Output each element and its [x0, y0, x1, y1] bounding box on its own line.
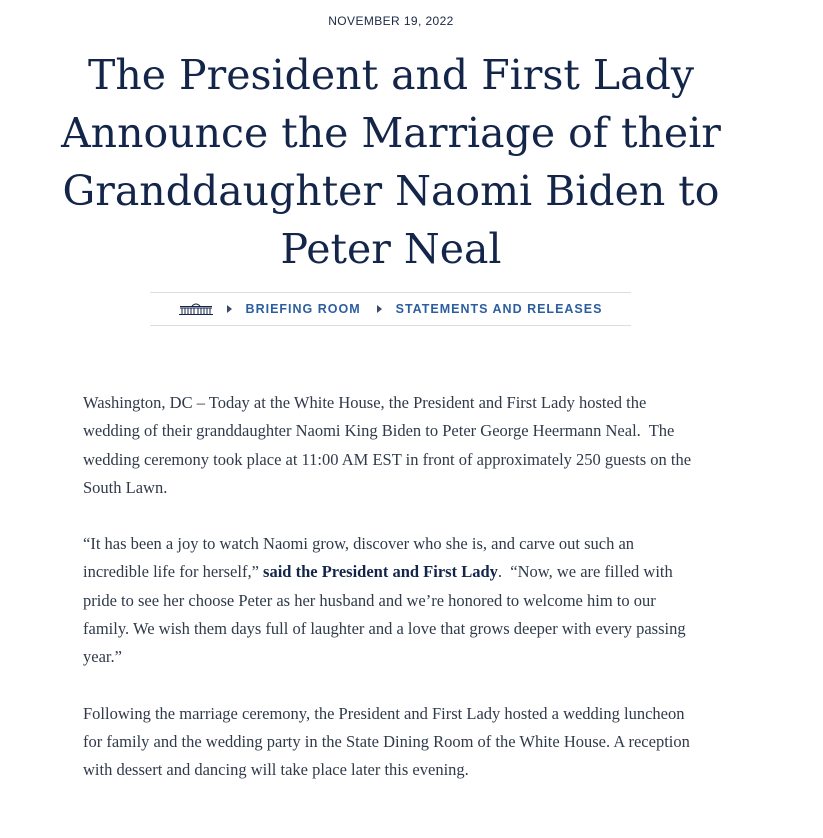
page-title: The President and First Lady Announce the Marriage of their Granddaughter Naomi Biden to Peter Neal — [61, 51, 721, 273]
breadcrumb — [150, 292, 631, 326]
paragraph-2 — [83, 530, 703, 671]
quote-start: “It has been a joy to watch Naomi grow, discover who she is, and carve out such an incredible life for herself,” — [83, 534, 635, 582]
quote-attribution: said the President and First Lady — [263, 562, 498, 582]
quote-end: . “Now, we are filled with pride to see her choose Peter as her husband and we’re honored to welcome him to our family. We wish them days full of laughter and a love that grows deeper with every passing year.” — [83, 562, 686, 667]
paragraph-3: Following the marriage ceremony, the President and First Lady hosted a wedding luncheon for family and the wedding party in the State Dining Room of the White House. A reception with dessert and dancing will take place later this evening. — [83, 703, 690, 780]
breadcrumb-separator-icon — [377, 305, 382, 313]
paragraph-1: Washington, DC – Today at the White House, the President and First Lady hosted the wedding of their granddaughter Naomi King Biden to Peter George Heermann Neal. The wedding ceremony took place at 11:00 AM EST in front of approximately 250 guests on the South Lawn. — [83, 393, 692, 497]
breadcrumb-home[interactable] — [179, 302, 213, 316]
breadcrumb-briefing-room[interactable]: BRIEFING ROOM — [245, 302, 361, 316]
breadcrumb-separator-icon — [227, 305, 232, 313]
breadcrumb-statements-and-releases[interactable]: STATEMENTS AND RELEASES — [395, 302, 603, 316]
article-body — [83, 389, 703, 813]
white-house-icon — [179, 302, 213, 316]
article-date: NOVEMBER 19, 2022 — [328, 14, 454, 28]
